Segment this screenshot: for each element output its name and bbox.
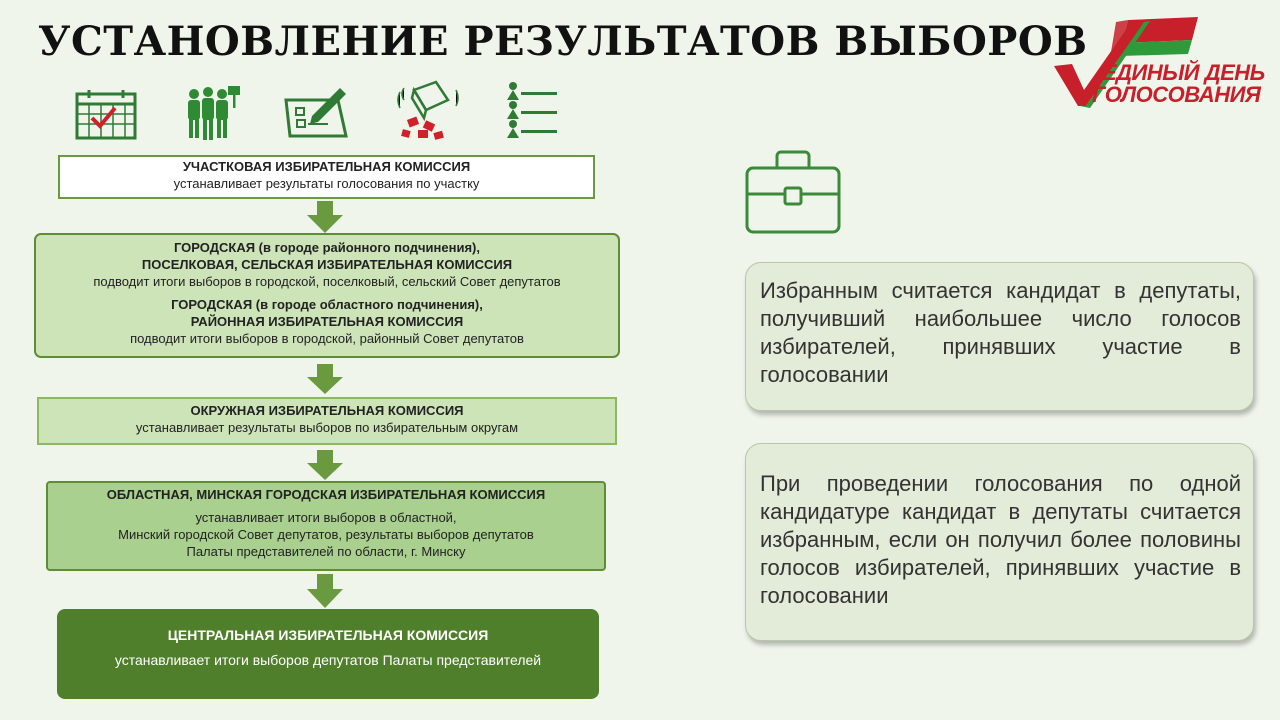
box-text: Минский городской Совет депутатов, результаты выборов депутатов [118, 527, 534, 542]
box-heading: ОБЛАСТНАЯ, МИНСКАЯ ГОРОДСКАЯ ИЗБИРАТЕЛЬНАЯ КОМИССИЯ [106, 487, 546, 502]
central-commission-box [57, 609, 599, 699]
box-heading: ГОРОДСКАЯ (в городе районного подчинения), [173, 240, 480, 255]
box-text: Палаты представителей по области, г. Минску [186, 544, 466, 559]
rule-note-majority: Избранным считается кандидат в депутаты, получивший наибольшее число голосов избирателей, принявших участие в голосовании [745, 262, 1254, 411]
logo-line-1: ЕДИНЫЙ ДЕНЬ [1102, 60, 1265, 85]
box-heading: ЦЕНТРАЛЬНАЯ ИЗБИРАТЕЛЬНАЯ КОМИССИЯ [167, 627, 489, 643]
briefcase-icon [745, 150, 841, 234]
city-settlement-commission-box [34, 233, 620, 358]
down-arrow-icon [307, 574, 343, 608]
box-heading: ПОСЕЛКОВАЯ, СЕЛЬСКАЯ ИЗБИРАТЕЛЬНАЯ КОМИССИЯ [141, 257, 513, 272]
down-arrow-icon [307, 201, 343, 233]
district-commission-box [37, 397, 617, 445]
box-text: подводит итоги выборов в городской, поселковый, сельский Совет депутатов [93, 274, 561, 289]
box-heading: ГОРОДСКАЯ (в городе областного подчинения), [171, 297, 483, 312]
calendar-icon [75, 88, 137, 140]
rule-note-single-candidate: При проведении голосования по одной кандидатуре кандидат в депутаты считается избранным, если он получил более половины голосов избирателей, принявших участие в голосовании [745, 443, 1254, 641]
box-text: устанавливает результаты выборов по избирательным округам [135, 420, 519, 435]
page-title: УСТАНОВЛЕНИЕ РЕЗУЛЬТАТОВ ВЫБОРОВ [38, 18, 1088, 65]
logo-line-2: ГОЛОСОВАНИЯ [1092, 82, 1261, 107]
box-text: устанавливает итоги выборов в областной, [195, 510, 457, 525]
box-text: подводит итоги выборов в городской, районный Совет депутатов [130, 331, 524, 346]
down-arrow-icon [307, 450, 343, 480]
box-text: устанавливает результаты голосования по участку [173, 176, 480, 191]
down-arrow-icon [307, 364, 343, 394]
box-heading: РАЙОННАЯ ИЗБИРАТЕЛЬНАЯ КОМИССИЯ [190, 314, 464, 329]
ballot-box-icon [394, 78, 464, 144]
ranking-icon [505, 80, 559, 140]
box-heading: ОКРУЖНАЯ ИЗБИРАТЕЛЬНАЯ КОМИССИЯ [190, 403, 464, 418]
regional-commission-box [46, 481, 606, 571]
voters-icon [184, 82, 246, 142]
precinct-commission-box [58, 155, 595, 199]
election-day-logo [1050, 14, 1265, 110]
ballot-icon [282, 84, 350, 140]
box-heading: УЧАСТКОВАЯ ИЗБИРАТЕЛЬНАЯ КОМИССИЯ [182, 159, 471, 174]
box-text: устанавливает итоги выборов депутатов Палаты представителей [114, 652, 542, 668]
